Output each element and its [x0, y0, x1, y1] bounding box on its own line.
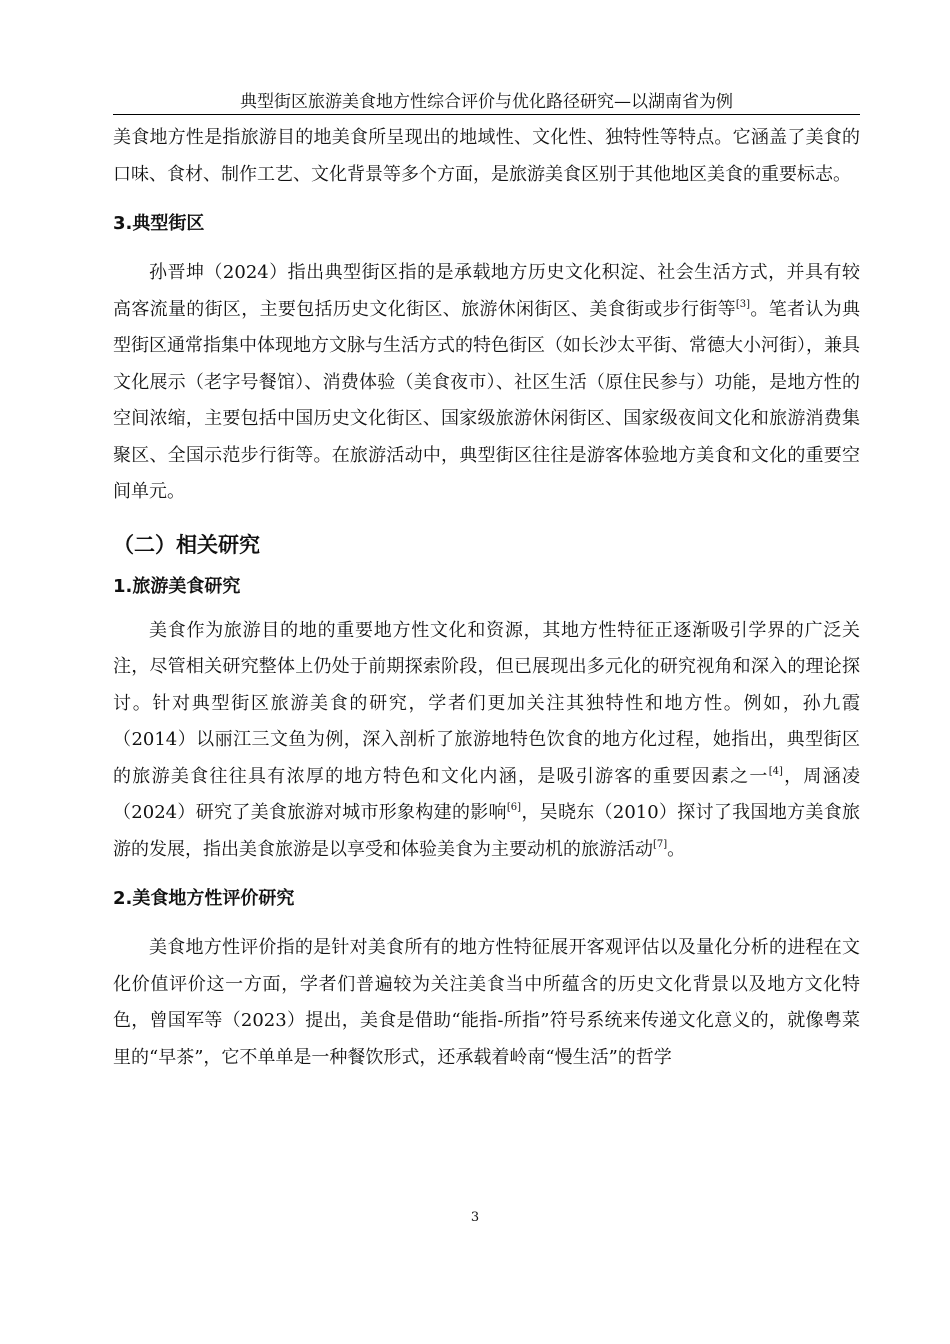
section-heading-related-research: （二）相关研究	[113, 532, 260, 557]
spacer	[113, 917, 860, 930]
text-segment: 。	[667, 838, 686, 860]
citation-ref: [7]	[653, 838, 668, 850]
paragraph-intro: 美食地方性是指旅游目的地美食所呈现出的地域性、文化性、独特性等特点。它涵盖了美食的口味、食材、制作工艺、文化背景等多个方面，是旅游美食区别于其他地区美食的重要标志。	[113, 127, 860, 185]
spacer	[113, 605, 860, 613]
section-heading-typical-block: 3.典型街区	[113, 213, 205, 234]
text-segment: ，吴晓东（2010）探讨了我国地方美食旅游的发展，指出美食旅游是以享受和体验美食为主要动机的旅游活动	[113, 802, 861, 860]
paragraph-typical-block	[113, 255, 860, 511]
text-segment: 孙晋坤（2024）指出典型街区指的是承载地方历史文化积淀、社会生活方式，并具有较高客流量的街区，主要包括历史文化街区、旅游休闲街区、美食街或步行街等	[113, 262, 860, 320]
page-number: 3	[470, 1210, 480, 1225]
subsection-heading-food-locality-evaluation: 2.美食地方性评价研究	[113, 888, 295, 909]
header-rule	[113, 114, 860, 115]
spacer	[113, 242, 860, 255]
paragraph-food-locality-evaluation: 美食地方性评价指的是针对美食所有的地方性特征展开客观评估以及量化分析的进程在文化价值评价这一方面，学者们普遍较为关注美食当中所蕴含的历史文化背景以及地方文化特色，曾国军等（2023）提出，美食是借助“能指-所指”符号系统来传递文化意义的，就像粤菜里的“早茶”，它不单单是一种餐饮形式，还承载着岭南“慢生活”的哲学	[113, 937, 860, 1068]
text-segment: 。笔者认为典型街区通常指集中体现地方文脉与生活方式的特色街区（如长沙太平街、常德大小河街），兼具文化展示（老字号餐馆）、消费体验（美食夜市）、社区生活（原住民参与）功能，是地方性的空间浓缩，主要包括中国历史文化街区、国家级旅游休闲街区、国家级夜间文化和旅游消费集聚区、全国示范步行街等。在旅游活动中，典型街区往往是游客体验地方美食和文化的重要空间单元。	[113, 298, 861, 502]
page-content	[113, 120, 860, 1076]
citation-ref: [4]	[768, 765, 783, 777]
text-segment: ，周涵凌（2024）研究了美食旅游对城市形象构建的影响	[113, 765, 860, 823]
citation-ref: [3]	[735, 298, 751, 310]
running-header: 典型街区旅游美食地方性综合评价与优化路径研究—以湖南省为例	[240, 92, 733, 112]
spacer	[113, 193, 860, 206]
citation-ref: [6]	[506, 802, 522, 813]
spacer	[113, 511, 860, 527]
paragraph-tourism-food	[113, 613, 860, 869]
text-segment: 美食作为旅游目的地的重要地方性文化和资源，其地方性特征正逐渐吸引学界的广泛关注，尽管相关研究整体上仍处于前期探索阶段，但已展现出多元化的研究视角和深入的理论探讨。针对典型街区旅游美食的研究，学者们更加关注其独特性和地方性。例如，孙九霞（2014）以丽江三文鱼为例，深入剖析了旅游地特色饮食的地方化过程，她指出，典型街区的旅游美食往往具有浓厚的地方特色和文化内涵，是吸引游客的重要因素之一	[113, 619, 860, 787]
subsection-heading-tourism-food: 1.旅游美食研究	[113, 575, 241, 597]
spacer	[113, 868, 860, 881]
